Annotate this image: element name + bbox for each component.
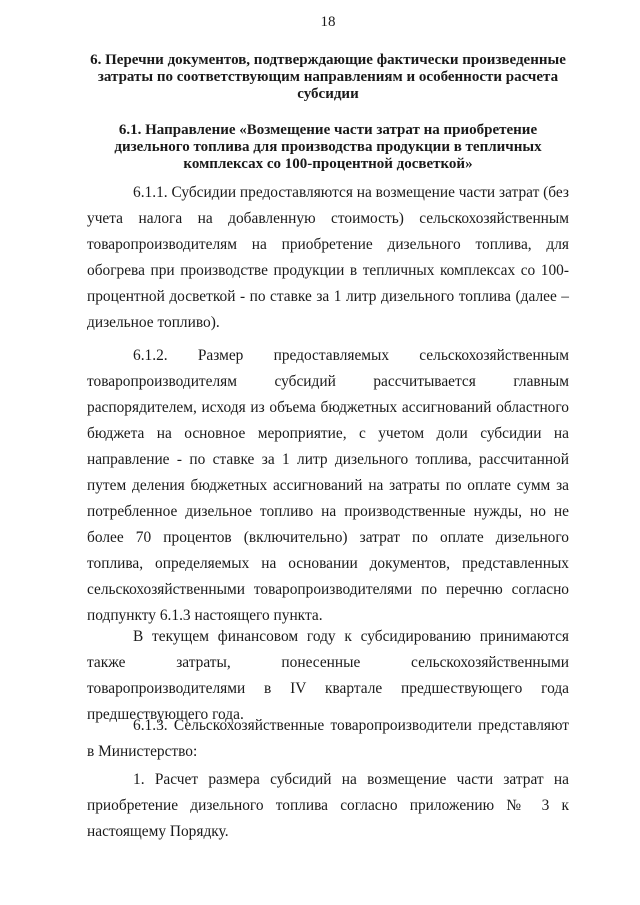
page-number: 18 (320, 14, 336, 30)
section-heading: 6. Перечни документов, подтверждающие фактически произведенные затраты по соответствующим направлениям и особенности расчета субсидии (90, 52, 566, 102)
paragraph-item-1: 1. Расчет размера субсидий на возмещение части затрат на приобретение дизельного топлива согласно приложению № 3 к настоящему Порядку. (87, 771, 569, 840)
paragraph-6-1-2: 6.1.2. Размер предоставляемых сельскохозяйственным товаропроизводителям субсидий рассчитывается главным распорядителем, исходя из объема бюджетных ассигнований областного бюджета на основное мероприятие, с учетом доли субсидии на направление - по ставке за 1 литр дизельного топлива, рассчитанной путем деления бюджетных ассигнований на затраты по оплате сумм за потребленное дизельное топливо на производственные нужды, но не более 70 процентов (включительно) затрат по оплате дизельного топлива, определяемых на основании документов, представленных сельскохозяйственными товаропроизводителями по перечню согласно подпункту 6.1.3 настоящего пункта. (87, 347, 569, 624)
paragraph-current-year: В текущем финансовом году к субсидированию принимаются также затраты, понесенные сельскохозяйственными товаропроизводителями в IV квартале предшествующего года предшествующего года. (87, 628, 569, 723)
document-page (87, 0, 569, 905)
subsection-heading: 6.1. Направление «Возмещение части затрат на приобретение дизельного топлива для производства продукции в тепличных комплексах со 100-процентной досветкой» (114, 122, 542, 172)
paragraph-6-1-3: 6.1.3. Сельскохозяйственные товаропроизводители представляют в Министерство: (87, 717, 569, 760)
paragraph-6-1-1: 6.1.1. Субсидии предоставляются на возмещение части затрат (без учета налога на добавленную стоимость) сельскохозяйственным товаропроизводителям на приобретение дизельного топлива, для обогрева при производстве продукции в тепличных комплексах со 100-процентной досветкой - по ставке за 1 литр дизельного топлива (далее – дизельное топливо). (87, 184, 569, 331)
